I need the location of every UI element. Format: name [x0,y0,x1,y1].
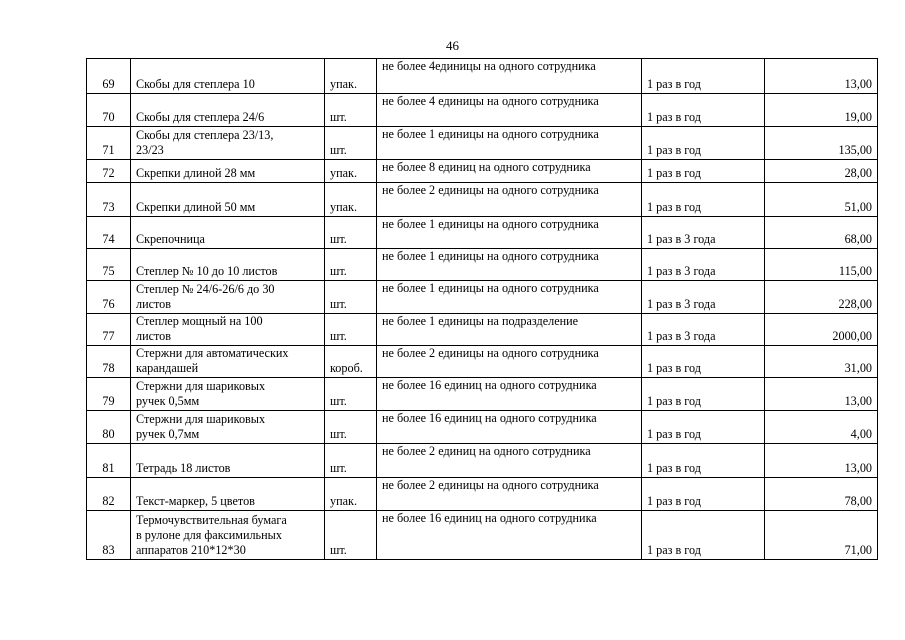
item-name-cell [131,478,325,511]
unit-of-measure-cell [325,378,377,411]
unit-price-cell [765,411,878,444]
unit-of-measure-cell [325,59,377,94]
replacement-period-cell [642,511,765,560]
item-name-cell [131,314,325,346]
replacement-period: 1 раз в год [647,77,701,91]
replacement-period-cell [642,59,765,94]
unit-price: 2000,00 [832,329,872,343]
row-number-cell [87,411,131,444]
row-number: 73 [102,200,115,214]
table-row [87,511,878,560]
quantity-norm-cell [377,314,642,346]
unit-price-cell [765,127,878,160]
row-number: 80 [102,427,115,441]
quantity-norm: не более 4единицы на одного сотрудника [382,59,596,73]
row-number: 75 [102,264,115,278]
row-number: 81 [102,461,115,475]
row-number: 79 [102,394,115,408]
unit-price: 31,00 [844,361,872,375]
quantity-norm-cell [377,511,642,560]
quantity-norm-cell [377,478,642,511]
quantity-norm-cell [377,378,642,411]
unit-price: 28,00 [844,166,872,180]
unit-price: 115,00 [838,264,872,278]
quantity-norm-cell [377,346,642,378]
replacement-period: 1 раз в 3 года [647,329,716,343]
unit-price: 68,00 [844,232,872,246]
quantity-norm: не более 1 единицы на одного сотрудника [382,217,599,231]
quantity-norm: не более 16 единиц на одного сотрудника [382,511,597,525]
unit-price-cell [765,478,878,511]
item-name-cell [131,249,325,281]
table-body [87,59,878,560]
row-number-cell [87,94,131,127]
row-number-cell [87,444,131,478]
unit-price-cell [765,183,878,217]
table-row [87,127,878,160]
quantity-norm-cell [377,160,642,183]
unit-price-cell [765,94,878,127]
item-name: Скобы для степлера 24/6 [136,110,265,124]
item-name: Скобы для степлера 23/13, 23/23 [136,128,274,157]
table-row [87,59,878,94]
replacement-period-cell [642,249,765,281]
replacement-period-cell [642,94,765,127]
row-number-cell [87,511,131,560]
unit-price: 19,00 [844,110,872,124]
replacement-period: 1 раз в год [647,494,701,508]
replacement-period-cell [642,444,765,478]
unit-price: 78,00 [844,494,872,508]
row-number: 71 [102,143,115,157]
row-number-cell [87,314,131,346]
row-number-cell [87,160,131,183]
item-name-cell [131,217,325,249]
unit-price: 51,00 [844,200,872,214]
item-name: Стержни для шариковых ручек 0,5мм [136,379,266,408]
table-row [87,314,878,346]
row-number-cell [87,127,131,160]
item-name-cell [131,378,325,411]
replacement-period-cell [642,217,765,249]
quantity-norm: не более 2 единицы на одного сотрудника [382,183,599,197]
unit-of-measure-cell [325,478,377,511]
unit-of-measure: шт. [330,329,347,343]
unit-price: 71,00 [844,543,872,557]
quantity-norm: не более 2 единицы на одного сотрудника [382,346,599,360]
replacement-period: 1 раз в год [647,143,701,157]
item-name: Степлер № 10 до 10 листов [136,264,278,278]
row-number: 77 [102,329,115,343]
replacement-period-cell [642,281,765,314]
row-number: 83 [102,543,115,557]
table-row [87,444,878,478]
row-number-cell [87,183,131,217]
unit-of-measure: упак. [330,166,357,180]
quantity-norm: не более 8 единиц на одного сотрудника [382,160,591,174]
row-number-cell [87,281,131,314]
table-row [87,183,878,217]
item-name: Скрепки длиной 50 мм [136,200,256,214]
replacement-period-cell [642,160,765,183]
replacement-period-cell [642,314,765,346]
item-name-cell [131,511,325,560]
replacement-period: 1 раз в год [647,200,701,214]
unit-of-measure-cell [325,411,377,444]
table-row [87,411,878,444]
replacement-period-cell [642,183,765,217]
replacement-period: 1 раз в год [647,394,701,408]
item-name-cell [131,183,325,217]
unit-price: 135,00 [838,143,872,157]
item-name: Скобы для степлера 10 [136,77,255,91]
quantity-norm: не более 16 единиц на одного сотрудника [382,378,597,392]
item-name: Скрепки длиной 28 мм [136,166,256,180]
quantity-norm: не более 1 единицы на подразделение [382,314,579,328]
unit-of-measure-cell [325,511,377,560]
table-row [87,94,878,127]
unit-price: 13,00 [844,394,872,408]
replacement-period: 1 раз в год [647,361,701,375]
item-name: Термочувствительная бумага в рулоне для факсимильных аппаратов 210*12*30 [136,513,287,557]
unit-of-measure: шт. [330,543,347,557]
item-name-cell [131,127,325,160]
unit-price-cell [765,59,878,94]
replacement-period: 1 раз в год [647,110,701,124]
item-name-cell [131,346,325,378]
replacement-period-cell [642,127,765,160]
replacement-period-cell [642,478,765,511]
table-row [87,249,878,281]
row-number-cell [87,346,131,378]
table-row [87,281,878,314]
unit-of-measure: шт. [330,427,347,441]
unit-price-cell [765,160,878,183]
unit-price: 228,00 [838,297,872,311]
quantity-norm-cell [377,281,642,314]
row-number: 69 [102,77,115,91]
unit-price-cell [765,378,878,411]
unit-of-measure: шт. [330,143,347,157]
unit-price-cell [765,217,878,249]
item-name: Степлер мощный на 100 листов [136,314,263,343]
unit-price-cell [765,444,878,478]
item-name-cell [131,160,325,183]
unit-price-cell [765,281,878,314]
row-number: 74 [102,232,115,246]
unit-price-cell [765,346,878,378]
row-number-cell [87,217,131,249]
item-name: Стержни для шариковых ручек 0,7мм [136,412,266,441]
unit-of-measure-cell [325,314,377,346]
replacement-period-cell [642,346,765,378]
unit-of-measure: шт. [330,394,347,408]
row-number-cell [87,249,131,281]
quantity-norm-cell [377,249,642,281]
replacement-period-cell [642,378,765,411]
unit-of-measure-cell [325,127,377,160]
quantity-norm-cell [377,94,642,127]
unit-of-measure-cell [325,94,377,127]
replacement-period: 1 раз в год [647,543,701,557]
item-name-cell [131,59,325,94]
table-row [87,346,878,378]
page-number: 46 [446,38,459,53]
row-number: 76 [102,297,115,311]
unit-of-measure: упак. [330,494,357,508]
replacement-period-cell [642,411,765,444]
table-row [87,378,878,411]
item-name: Степлер № 24/6-26/6 до 30 листов [136,282,275,311]
row-number: 70 [102,110,115,124]
item-name: Стержни для автоматических карандашей [136,346,289,375]
unit-price: 13,00 [844,77,872,91]
supplies-norms-table [86,58,878,560]
unit-of-measure: короб. [330,361,363,375]
replacement-period: 1 раз в 3 года [647,297,716,311]
quantity-norm-cell [377,183,642,217]
quantity-norm: не более 16 единиц на одного сотрудника [382,411,597,425]
unit-of-measure: упак. [330,200,357,214]
item-name-cell [131,94,325,127]
unit-price-cell [765,511,878,560]
unit-of-measure-cell [325,160,377,183]
replacement-period: 1 раз в год [647,427,701,441]
unit-price: 13,00 [844,461,872,475]
unit-of-measure: упак. [330,77,357,91]
unit-of-measure-cell [325,183,377,217]
row-number-cell [87,59,131,94]
unit-price-cell [765,249,878,281]
row-number: 72 [102,166,115,180]
item-name: Текст-маркер, 5 цветов [136,494,255,508]
unit-of-measure: шт. [330,232,347,246]
quantity-norm-cell [377,127,642,160]
unit-of-measure-cell [325,217,377,249]
unit-of-measure: шт. [330,264,347,278]
unit-price: 4,00 [850,427,872,441]
unit-of-measure: шт. [330,110,347,124]
unit-of-measure: шт. [330,297,347,311]
replacement-period: 1 раз в год [647,166,701,180]
replacement-period: 1 раз в год [647,461,701,475]
table-row [87,160,878,183]
unit-of-measure-cell [325,249,377,281]
table-row [87,217,878,249]
item-name: Скрепочница [136,232,205,246]
row-number-cell [87,378,131,411]
replacement-period: 1 раз в 3 года [647,232,716,246]
replacement-period: 1 раз в 3 года [647,264,716,278]
unit-of-measure-cell [325,281,377,314]
quantity-norm: не более 1 единицы на одного сотрудника [382,127,599,141]
unit-price-cell [765,314,878,346]
quantity-norm: не более 4 единицы на одного сотрудника [382,94,599,108]
row-number-cell [87,478,131,511]
quantity-norm: не более 2 единицы на одного сотрудника [382,478,599,492]
row-number: 82 [102,494,115,508]
quantity-norm-cell [377,217,642,249]
quantity-norm: не более 2 единиц на одного сотрудника [382,444,591,458]
unit-of-measure-cell [325,346,377,378]
quantity-norm-cell [377,59,642,94]
row-number: 78 [102,361,115,375]
table-row [87,478,878,511]
quantity-norm: не более 1 единицы на одного сотрудника [382,249,599,263]
quantity-norm-cell [377,444,642,478]
item-name: Тетрадь 18 листов [136,461,231,475]
unit-of-measure-cell [325,444,377,478]
quantity-norm: не более 1 единицы на одного сотрудника [382,281,599,295]
quantity-norm-cell [377,411,642,444]
unit-of-measure: шт. [330,461,347,475]
item-name-cell [131,281,325,314]
item-name-cell [131,411,325,444]
item-name-cell [131,444,325,478]
